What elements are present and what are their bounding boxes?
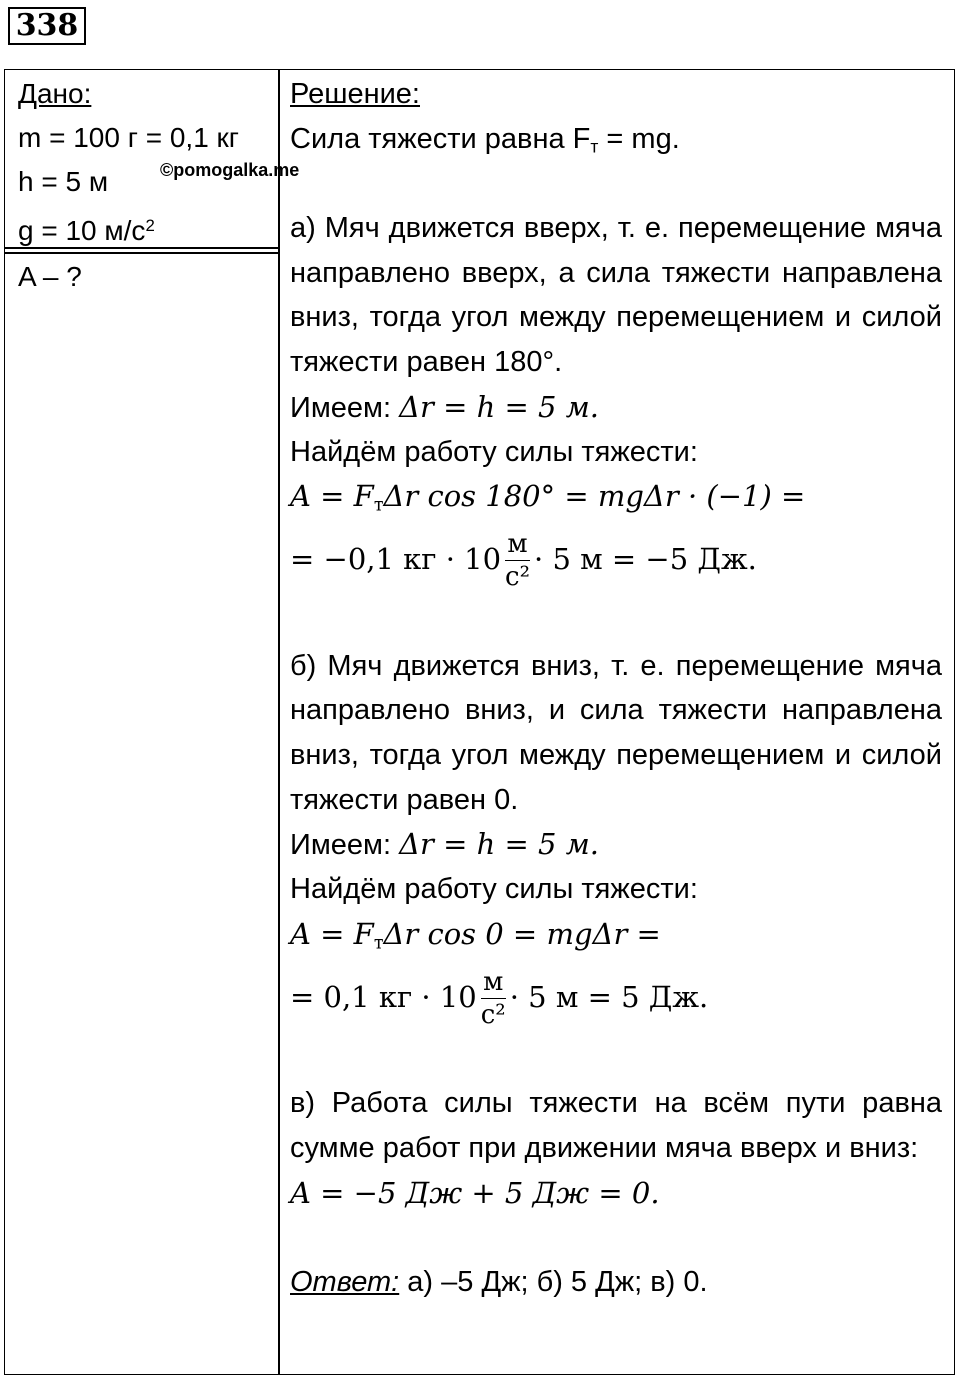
part-b-f2-end: · 5 м = 5 Дж. [509,979,709,1014]
blank-line [290,1215,942,1260]
part-a-have-formula: Δr = h = 5 м. [399,389,599,424]
find-quantity: A – ? [18,261,82,292]
part-a-f2-start: = −0,1 кг · 10 [290,541,502,576]
given-height: h = 5 м [18,166,109,197]
part-b-fraction [481,969,506,1028]
part-a-f2-end: · 5 м = −5 Дж. [534,541,757,576]
solution-column [290,72,942,1305]
part-c-formula: A = −5 Дж + 5 Дж = 0. [290,1175,660,1210]
part-b-f1-start: A = F [290,916,374,951]
part-b-have [290,822,942,867]
part-a-f1-start: A = F [290,479,374,514]
intro-subscript: т [590,136,599,157]
part-a-formula-2 [290,519,942,599]
part-b-frac-num: м [481,969,506,999]
given-mass: m = 100 г = 0,1 кг [18,122,240,153]
part-a-f1-rest: Δr cos 180° = mgΔr · (−1) = [383,479,806,514]
part-b-find-work: Найдём работу силы тяжести: [290,873,698,906]
watermark: ©pomogalka.me [160,160,300,180]
blank-line [290,1037,942,1082]
part-b-f1-rest: Δr cos 0 = mgΔr = [383,916,661,951]
part-b-text: б) Мяч движется вниз, т. е. перемещение мяча направлено вниз, и сила тяжести направлена вниз, тогда угол между перемещением и силой тяжести равен 0. [290,649,942,816]
given-gravity-text: g = 10 м/с [18,215,146,247]
column-divider [278,69,280,1375]
part-b-f1-sub: т [373,933,384,954]
part-a-f1-sub: т [373,495,384,516]
part-a-text: а) Мяч движется вверх, т. е. перемещение мяча направлено вверх, а сила тяжести направлена вниз, тогда угол между перемещением и силой тяжести равен 180°. [290,212,942,379]
blank-line [290,599,942,644]
answer-label: Ответ: [290,1265,400,1298]
given-gravity-exponent: 2 [145,216,155,235]
part-b-have-label: Имеем: [290,829,400,862]
answer-text: а) –5 Дж; б) 5 Дж; в) 0. [399,1265,708,1298]
part-a-formula-1 [290,474,942,519]
part-a-have [290,385,942,430]
intro-end: = mg. [598,122,680,155]
part-b-f2-start: = 0,1 кг · 10 [290,979,477,1014]
part-c-text: в) Работа силы тяжести на всём пути равна сумме работ при движении мяча вверх и вниз: [290,1087,942,1164]
part-b-have-formula: Δr = h = 5 м. [399,827,599,862]
solution-intro [290,117,942,162]
part-b-frac-den: с² [480,1000,506,1030]
answer [290,1260,942,1305]
intro-text: Сила тяжести равна F [290,122,591,155]
part-b-formula-1 [290,912,942,957]
part-b-formula-2 [290,957,942,1037]
solution-header: Решение: [290,78,420,110]
problem-number: 338 [8,7,86,45]
part-a-have-label: Имеем: [290,391,400,424]
given-header: Дано: [18,78,92,109]
part-a-frac-den: с² [505,562,531,593]
given-gravity [18,204,239,248]
part-a-fraction [505,529,531,593]
part-a-find-work: Найдём работу силы тяжести: [290,435,698,468]
blank-line [290,161,942,206]
part-a-frac-num: м [505,531,530,561]
given-column [18,72,239,299]
